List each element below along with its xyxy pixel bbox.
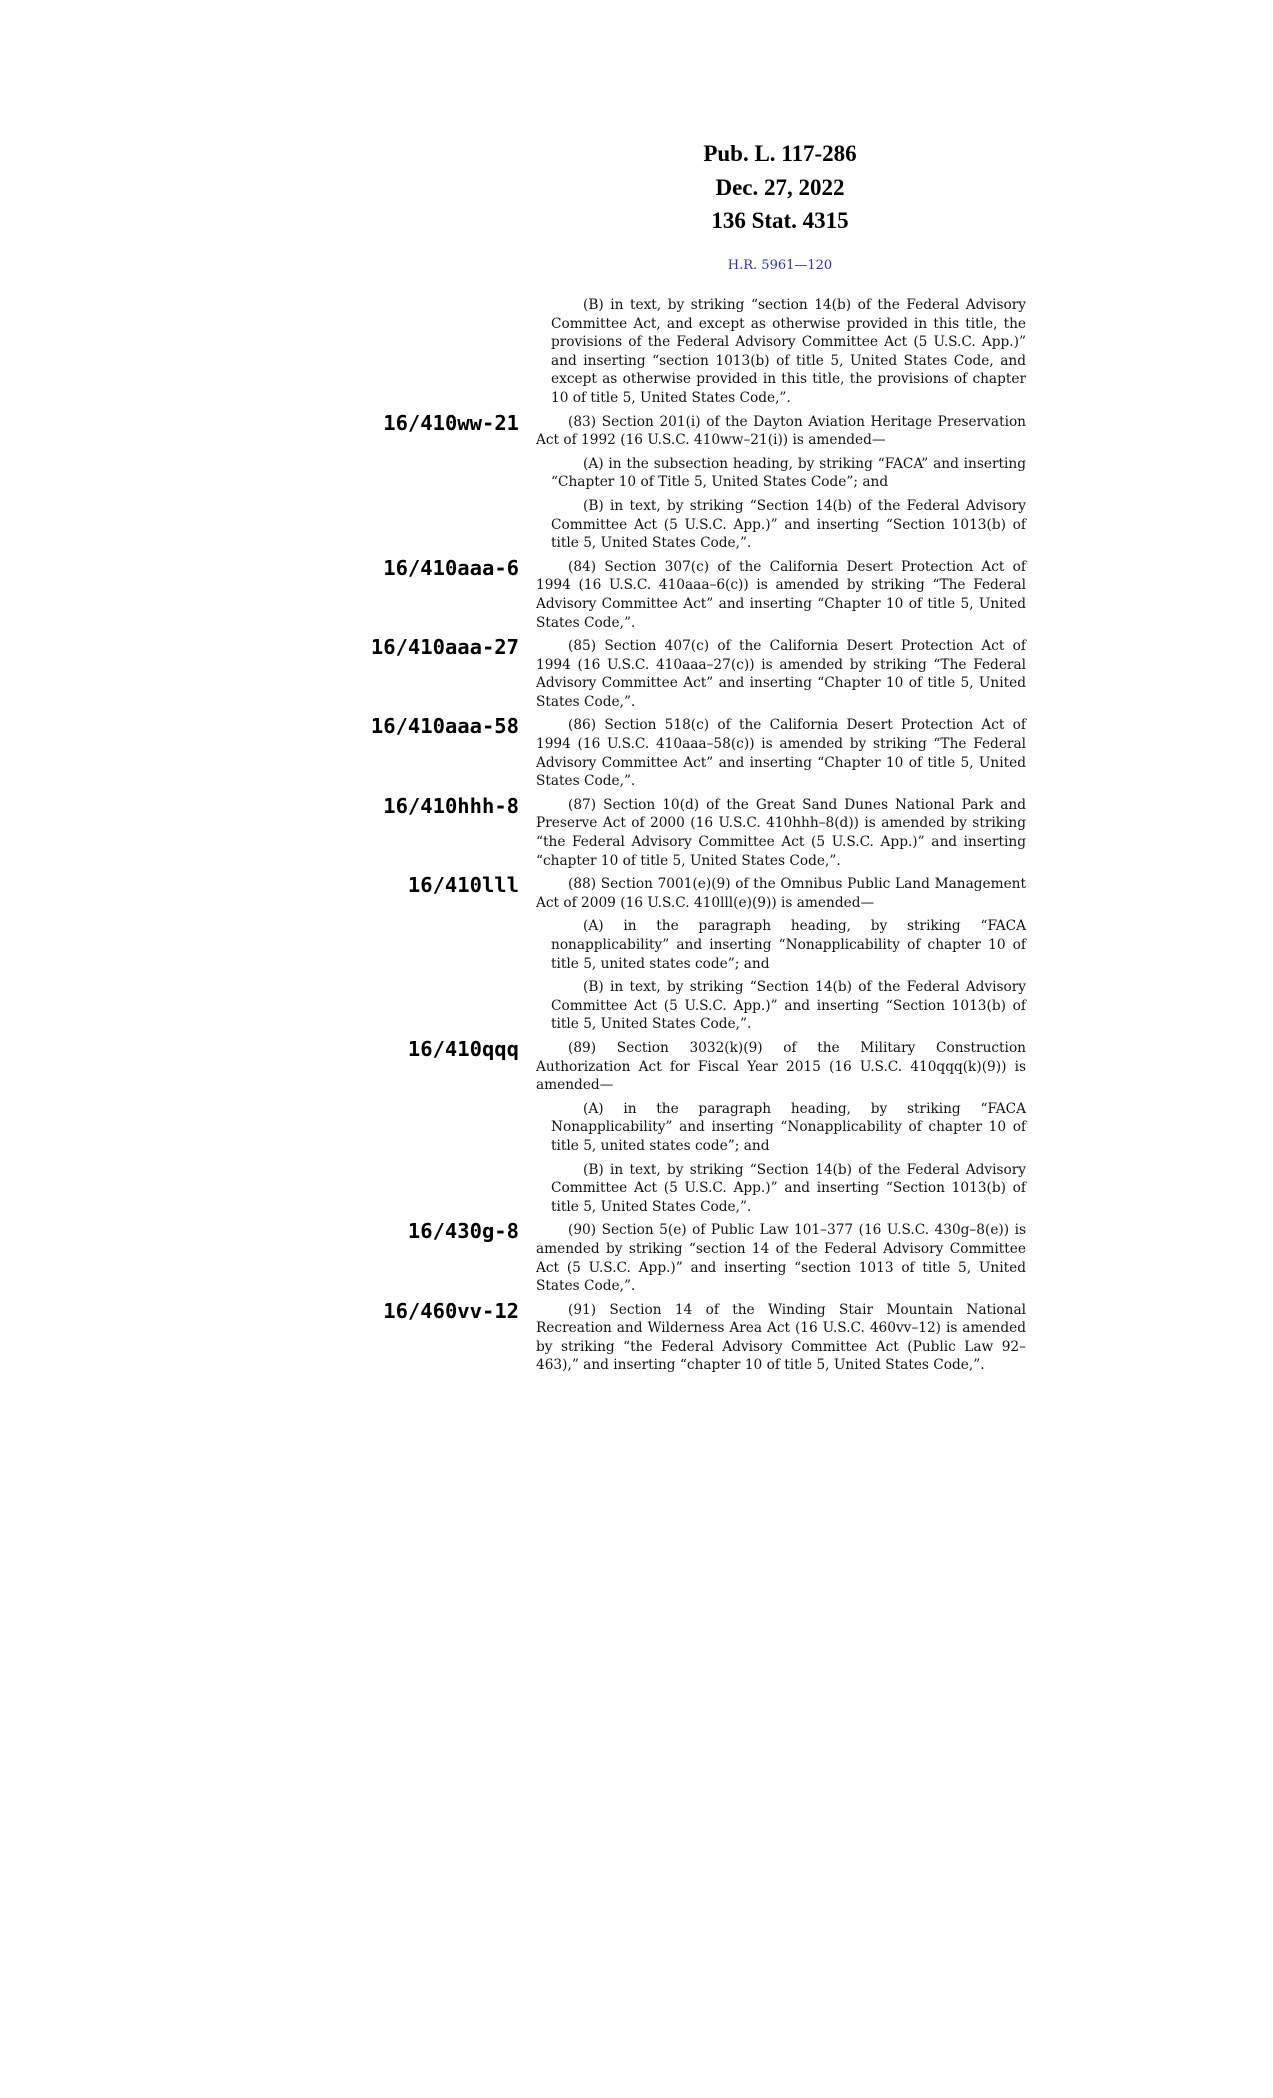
public-law-number: Pub. L. 117-286 xyxy=(703,141,857,166)
margin-citation: 16/410aaa-58 xyxy=(370,714,519,739)
paragraph xyxy=(551,978,1026,1034)
margin-citation: 16/410lll xyxy=(407,873,519,898)
paragraph-text: (85) Section 407(c) of the California Desert Protection Act of 1994 (16 U.S.C. 410aaa–27(c)) is amended by striking “The Federal Advisory Committee Act” and inserting “Chapter 10 of title 5, United States Code,”. xyxy=(536,638,1026,710)
margin-citation: 16/460vv-12 xyxy=(383,1298,519,1323)
paragraph-text: (A) in the subsection heading, by striking “FACA” and inserting “Chapter 10 of Title 5, United States Code”; and xyxy=(551,455,1026,491)
paragraph xyxy=(551,917,1026,973)
paragraph xyxy=(370,635,1026,711)
paragraph-text: (83) Section 201(i) of the Dayton Aviation Heritage Preservation Act of 1992 (16 U.S.C. 410ww–21(i)) is amended— xyxy=(536,413,1026,449)
paragraph-text: (86) Section 518(c) of the California Desert Protection Act of 1994 (16 U.S.C. 410aaa–58(c)) is amended by striking “The Federal Advisory Committee Act” and inserting “Chapter 10 of title 5, United States Code,”. xyxy=(536,717,1026,790)
bill-number: H.R. 5961—120 xyxy=(727,258,833,273)
margin-citation: 16/430g-8 xyxy=(407,1219,519,1244)
paragraph-text: (A) in the paragraph heading, by striking “FACA Nonapplicability” and inserting “Nonapplicability of chapter 10 of title 5, united states code”; and xyxy=(551,1100,1026,1154)
paragraph xyxy=(551,497,1026,553)
margin-citation: 16/410hhh-8 xyxy=(383,793,519,818)
paragraph xyxy=(383,555,1026,632)
paragraph-text: (90) Section 5(e) of Public Law 101–377 (16 U.S.C. 430g–8(e)) is amended by striking “section 14 of the Federal Advisory Committee Act (5 U.S.C. App.)” and inserting “section 1013 of title 5, United States Code,”. xyxy=(536,1222,1026,1295)
margin-citation: 16/410qqq xyxy=(407,1036,519,1061)
paragraph xyxy=(383,1298,1026,1375)
paragraph-text: (B) in text, by striking “Section 14(b) of the Federal Advisory Committee Act (5 U.S.C. App.)” and inserting “Section 1013(b) of title 5, United States Code,”. xyxy=(551,1161,1026,1215)
paragraph-text: (B) in text, by striking “Section 14(b) of the Federal Advisory Committee Act (5 U.S.C. App.)” and inserting “Section 1013(b) of title 5, United States Code,”. xyxy=(551,497,1026,552)
paragraph xyxy=(370,714,1026,790)
paragraph-text: (91) Section 14 of the Winding Stair Mountain National Recreation and Wilderness Area Act (16 U.S.C. 460vv–12) is amended by striking “the Federal Advisory Committee Act (Public Law 92–463),” and inserting “chapter 10 of title 5, United States Code,”. xyxy=(536,1301,1026,1374)
margin-citation: 16/410ww-21 xyxy=(383,410,519,435)
paragraph xyxy=(407,873,1026,912)
paragraph-text: (84) Section 307(c) of the California Desert Protection Act of 1994 (16 U.S.C. 410aaa–6(c)) is amended by striking “The Federal Advisory Committee Act” and inserting “Chapter 10 of title 5, United States Code,”. xyxy=(536,558,1026,631)
paragraph-text: (B) in text, by striking “Section 14(b) of the Federal Advisory Committee Act (5 U.S.C. App.)” and inserting “Section 1013(b) of title 5, United States Code,”. xyxy=(551,979,1026,1033)
paragraph xyxy=(551,455,1026,492)
paragraph xyxy=(407,1219,1026,1295)
statute-citation: 136 Stat. 4315 xyxy=(711,208,849,233)
paragraph xyxy=(407,1036,1026,1095)
enactment-date: Dec. 27, 2022 xyxy=(715,175,845,200)
paragraph xyxy=(551,296,1026,408)
paragraph xyxy=(551,1100,1026,1156)
paragraph-text: (A) in the paragraph heading, by striking “FACA nonapplicability” and inserting “Nonapplicability of chapter 10 of title 5, united states code”; and xyxy=(551,918,1026,972)
paragraph xyxy=(383,410,1026,450)
paragraph xyxy=(383,793,1026,870)
paragraph-text: (87) Section 10(d) of the Great Sand Dunes National Park and Preserve Act of 2000 (16 U.S.C. 410hhh–8(d)) is amended by striking “the Federal Advisory Committee Act (5 U.S.C. App.)” and inserting “chapter 10 of title 5, United States Code,”. xyxy=(536,796,1026,869)
margin-citation: 16/410aaa-6 xyxy=(383,555,519,580)
paragraph-text: (88) Section 7001(e)(9) of the Omnibus Public Land Management Act of 2009 (16 U.S.C. 410lll(e)(9)) is amended— xyxy=(536,876,1026,911)
paragraph xyxy=(551,1161,1026,1217)
statute-body xyxy=(370,296,1026,1380)
margin-citation: 16/410aaa-27 xyxy=(370,635,519,660)
paragraph-text: (89) Section 3032(k)(9) of the Military Construction Authorization Act for Fiscal Year 2015 (16 U.S.C. 410qqq(k)(9)) is amended— xyxy=(536,1039,1026,1094)
paragraph-text: (B) in text, by striking “section 14(b) of the Federal Advisory Committee Act, and except as otherwise provided in this title, the provisions of the Federal Advisory Committee Act (5 U.S.C. App.)” and inserting “section 1013(b) of title 5, United States Code, and except as otherwise provided in this title, the provisions of chapter 10 of title 5, United States Code,”. xyxy=(551,297,1026,406)
